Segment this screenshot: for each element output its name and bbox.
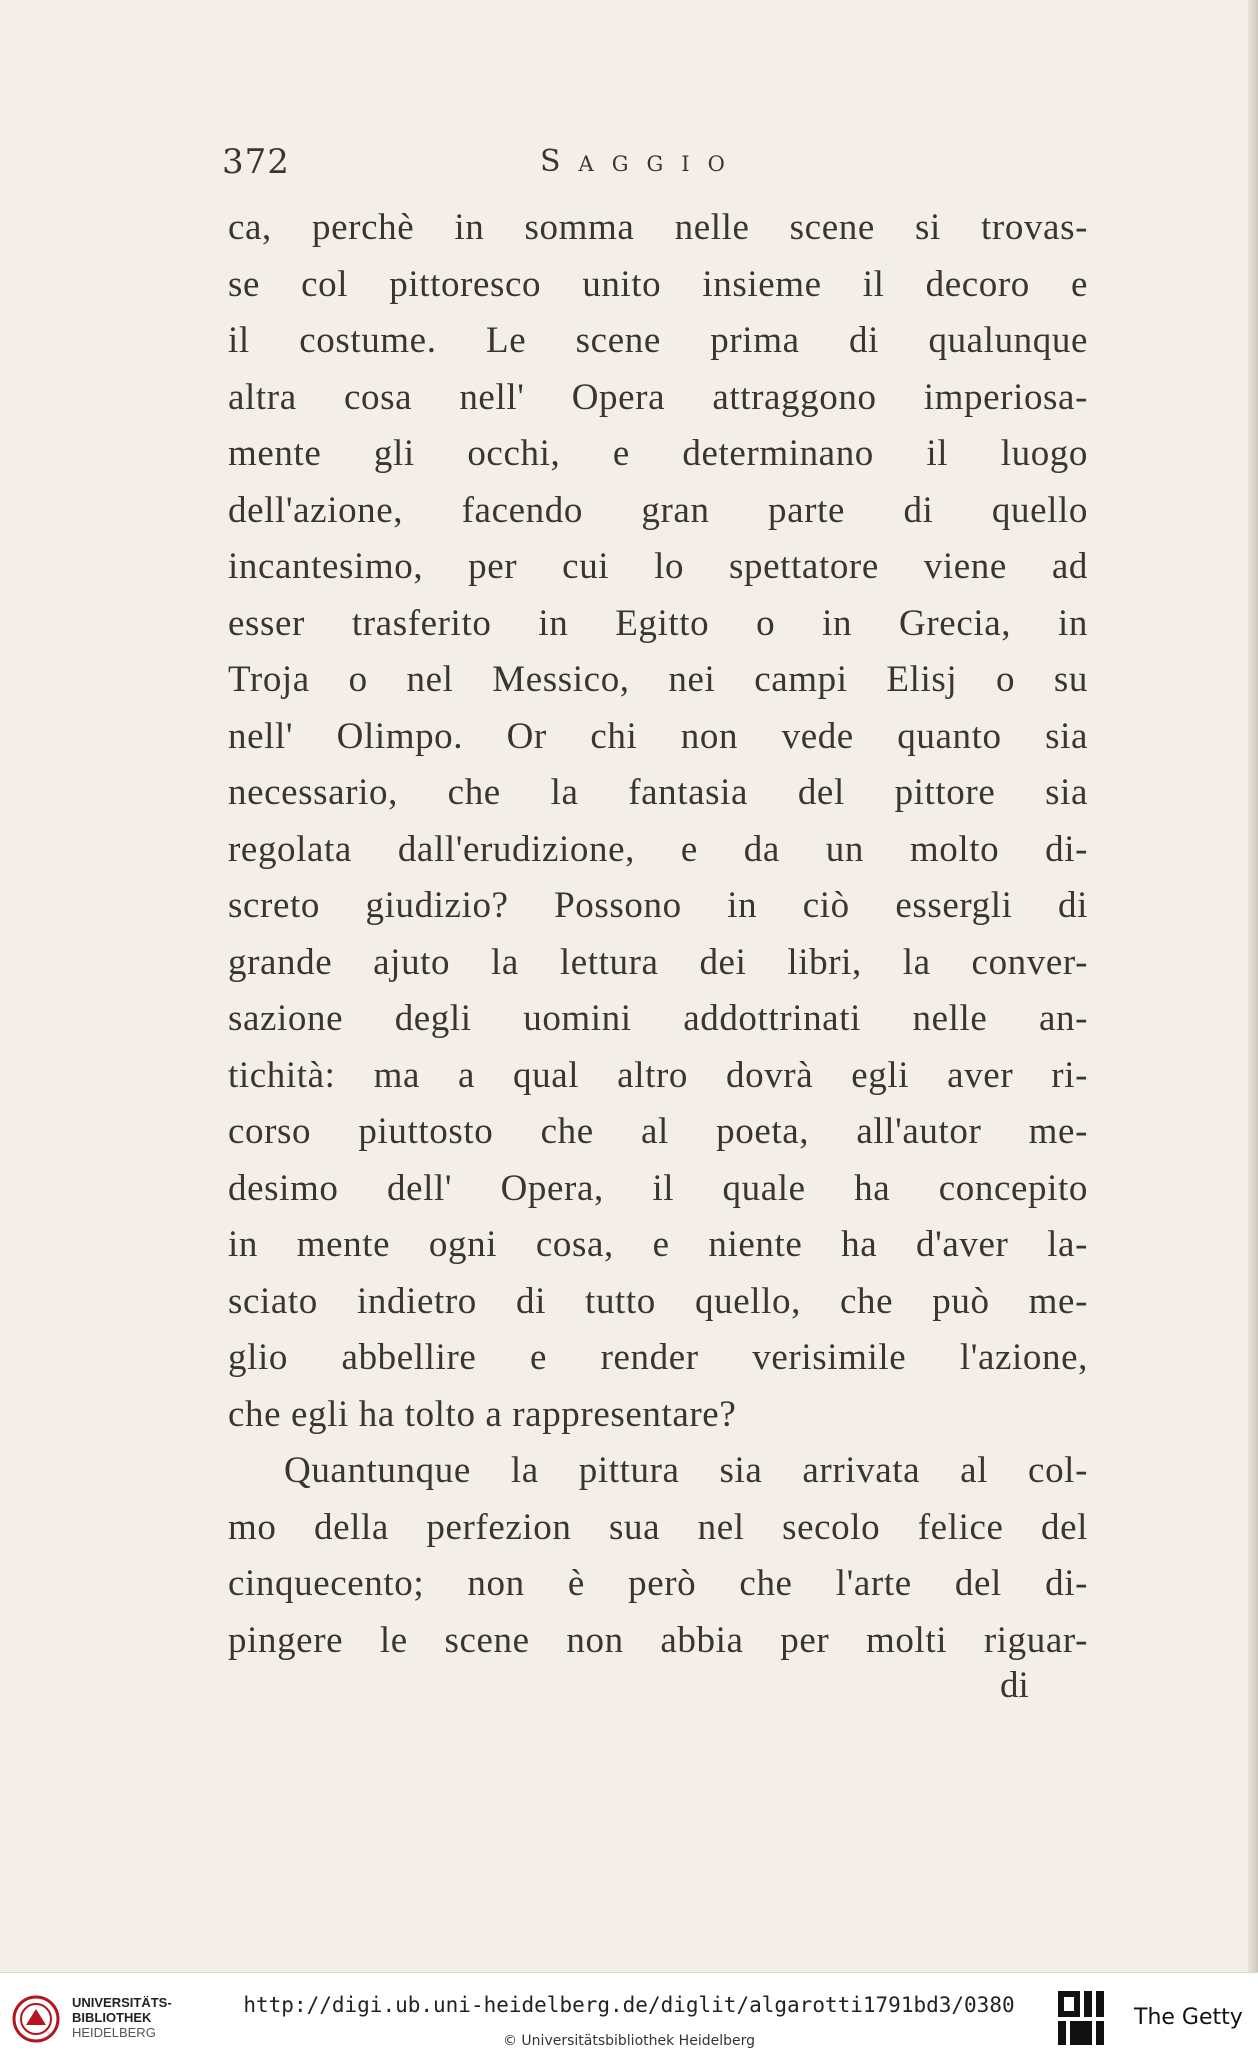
text-line: il costume. Le scene prima di qualunque bbox=[228, 320, 1088, 361]
running-head bbox=[222, 142, 1122, 192]
text-line: ca, perchè in somma nelle scene si trovas- bbox=[228, 207, 1088, 248]
text-line: in mente ogni cosa, e niente ha d'aver la- bbox=[228, 1224, 1088, 1265]
text-line: mo della perfezion sua nel secolo felice del bbox=[228, 1506, 1088, 1548]
text-line: corso piuttosto che al poeta, all'autor me- bbox=[228, 1111, 1088, 1152]
institution-line: BIBLIOTHEK bbox=[72, 2010, 152, 2025]
footer-bar bbox=[0, 1972, 1258, 2065]
text-line: incantesimo, per cui lo spettatore viene ad bbox=[228, 546, 1088, 587]
text-line: grande ajuto la lettura dei libri, la conver- bbox=[228, 941, 1088, 983]
text-line: glio abbellire e render verisimile l'azione, bbox=[228, 1337, 1088, 1378]
catchword: di bbox=[1000, 1665, 1029, 1706]
text-line: tichità: ma a qual altro dovrà egli aver ri- bbox=[228, 1054, 1088, 1096]
running-title: Saggio bbox=[540, 144, 743, 179]
text-line: dell'azione, facendo gran parte di quello bbox=[228, 489, 1088, 531]
text-line: esser trasferito in Egitto o in Grecia, in bbox=[228, 602, 1088, 644]
text-line: necessario, che la fantasia del pittore sia bbox=[228, 772, 1088, 813]
text-line: pingere le scene non abbia per molti riguar- bbox=[228, 1619, 1088, 1661]
getty-logo-icon bbox=[1056, 1989, 1112, 2049]
text-line: sazione degli uomini addottrinati nelle an- bbox=[228, 998, 1088, 1039]
text-line: altra cosa nell' Opera attraggono imperiosa- bbox=[228, 376, 1088, 418]
text-line: nell' Olimpo. Or chi non vede quanto sia bbox=[228, 715, 1088, 757]
text-line: cinquecento; non è però che l'arte del di- bbox=[228, 1563, 1088, 1604]
text-line: Quantunque la pittura sia arrivata al col- bbox=[284, 1450, 1088, 1491]
text-line: screto giudizio? Possono in ciò essergli di bbox=[228, 885, 1088, 926]
partner-name: The Getty bbox=[1134, 2005, 1243, 2030]
text-line: che egli ha tolto a rappresentare? bbox=[228, 1393, 737, 1435]
text-line: se col pittoresco unito insieme il decoro e bbox=[228, 263, 1088, 305]
institution-line: HEIDELBERG bbox=[72, 2025, 156, 2040]
page-number: 372 bbox=[222, 142, 290, 182]
body-text bbox=[228, 200, 1088, 1669]
permalink-url[interactable]: http://digi.ub.uni-heidelberg.de/diglit/algarotti1791bd3/0380 bbox=[243, 1993, 1015, 2017]
text-line: regolata dall'erudizione, e da un molto di- bbox=[228, 828, 1088, 870]
text-line: Troja o nel Messico, nei campi Elisj o su bbox=[228, 659, 1088, 700]
text-line: mente gli occhi, e determinano il luogo bbox=[228, 433, 1088, 474]
page-edge bbox=[1248, 0, 1258, 1972]
copyright-notice: © Universitätsbibliothek Heidelberg bbox=[502, 2033, 755, 2049]
text-line: desimo dell' Opera, il quale ha concepito bbox=[228, 1167, 1088, 1209]
institution-line: UNIVERSITÄTS- bbox=[72, 1995, 172, 2010]
text-line: sciato indietro di tutto quello, che può me- bbox=[228, 1280, 1088, 1322]
